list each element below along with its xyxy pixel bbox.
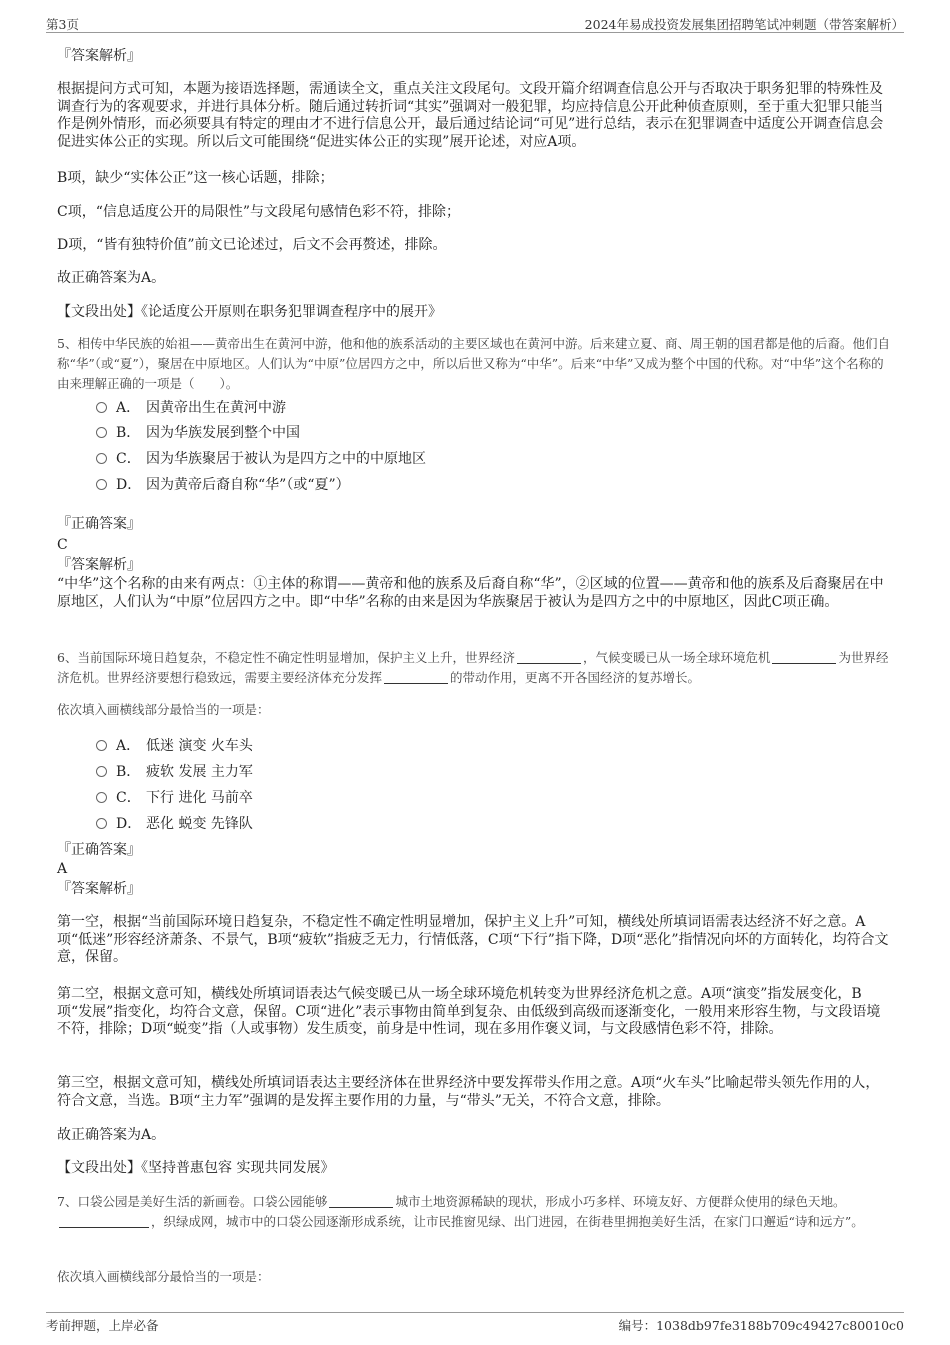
q6-stem: 6、当前国际环境日趋复杂，不稳定性不确定性明显增加，保护主义上升，世界经济 ，气候变暖已从一场全球环境危机 为世界经济危机。世界经济要想行稳致远，需要主要经济体充分发挥 的带动作用，更离不开各国经济的复苏增长。 bbox=[57, 650, 889, 685]
q6-option-d[interactable]: D． 恶化 蜕变 先锋队 bbox=[96, 815, 253, 833]
blank-line-1 bbox=[517, 651, 581, 664]
q5-answer: C bbox=[57, 537, 68, 553]
radio-icon[interactable] bbox=[96, 766, 107, 777]
document-serial: 编号：1038db97fe3188b709c49427c80010c0 bbox=[618, 1318, 904, 1333]
page-header bbox=[46, 14, 904, 33]
q4-analysis-p2: B项，缺少“实体公正”这一核心话题，排除； bbox=[57, 170, 334, 186]
q4-analysis-p1: 根据提问方式可知，本题为接语选择题，需通读全文，重点关注文段尾句。文段开篇介绍调查信息公开与否取决于职务犯罪的特殊性及调查行为的客观要求，并进行具体分析。随后通过转折词“其实”强调对一般犯罪，均应持信息公开此种侦查原则，至于重大犯罪只能当作是例外情形，而必须要具有特定的理由才不进行信息公开，最后通过结论词“可见”进行总结，表示在犯罪调查中适度公开调查信息会促进实体公正的实现。所以后文可能围绕“促进实体公正的实现”展开论述，对应A项。 bbox=[57, 81, 884, 150]
q7-prompt: 依次填入画横线部分最恰当的一项是： bbox=[57, 1269, 270, 1284]
q6-analysis-p1: 第一空，根据“当前国际环境日趋复杂，不稳定性不确定性明显增加，保护主义上升”可知，横线处所填词语需表达经济不好之意。A项“低迷”形容经济萧条、不景气，B项“疲软”指疲乏无力，行情低落，C项“下行”指下降，D项“恶化”指情况向坏的方面转化，均符合文意，保留。 bbox=[57, 914, 889, 965]
q4-analysis-p4: D项，“皆有独特价值”前文已论述过，后文不会再赘述，排除。 bbox=[57, 237, 447, 253]
q5-answer-label: 『正确答案』 bbox=[57, 516, 141, 532]
q4-analysis-label: 『答案解析』 bbox=[57, 48, 141, 64]
radio-icon[interactable] bbox=[96, 479, 107, 490]
q6-answer: A bbox=[57, 861, 68, 877]
q4-conclusion: 故正确答案为A。 bbox=[57, 270, 166, 286]
q6-conclusion: 故正确答案为A。 bbox=[57, 1127, 166, 1143]
radio-icon[interactable] bbox=[96, 402, 107, 413]
q6-analysis-p2: 第二空，根据文意可知，横线处所填词语表达气候变暖已从一场全球环境危机转变为世界经济危机之意。A项“演变”指发展变化，B项“发展”指变化，均符合文意，保留。C项“进化”表示事物由简单到复杂、由低级到高级而逐渐变化，一般用来形容生物，与文段语境不符，排除；D项“蜕变”指（人或事物）发生质变，前身是中性词，现在多用作褒义词，与文段感情色彩不符，排除。 bbox=[57, 986, 881, 1037]
footer-slogan: 考前押题，上岸必备 bbox=[46, 1318, 159, 1333]
q6-option-c[interactable]: C． 下行 进化 马前卒 bbox=[96, 789, 253, 807]
radio-icon[interactable] bbox=[96, 792, 107, 803]
radio-icon[interactable] bbox=[96, 453, 107, 464]
q5-option-a[interactable]: A． 因黄帝出生在黄河中游 bbox=[96, 399, 286, 417]
blank-line-2 bbox=[772, 651, 836, 664]
q6-answer-label: 『正确答案』 bbox=[57, 842, 141, 858]
page-footer bbox=[46, 1312, 904, 1333]
q5-analysis: “中华”这个名称的由来有两点：①主体的称谓——黄帝和他的族系及后裔自称“华”，②区域的位置——黄帝和他的族系及后裔聚居在中原地区，人们认为“中原”位居四方之中。即“中华”名称的由来是因为华族聚居于被认为是四方之中的中原地区，因此C项正确。 bbox=[57, 576, 884, 610]
radio-icon[interactable] bbox=[96, 427, 107, 438]
q6-prompt: 依次填入画横线部分最恰当的一项是： bbox=[57, 702, 270, 717]
q6-source: 【文段出处】《坚持普惠包容 实现共同发展》 bbox=[57, 1160, 335, 1176]
blank-line-1 bbox=[329, 1195, 393, 1208]
blank-line-2 bbox=[59, 1215, 149, 1228]
q6-analysis-p3: 第三空，根据文意可知，横线处所填词语表达主要经济体在世界经济中要发挥带头作用之意。A项“火车头”比喻起带头领先作用的人，符合文意，当选。B项“主力军”强调的是发挥主要作用的力量，与“带头”无关，不符合文意，排除。 bbox=[57, 1075, 880, 1109]
radio-icon[interactable] bbox=[96, 740, 107, 751]
document-title: 2024年易成投资发展集团招聘笔试冲刺题（带答案解析） bbox=[584, 17, 904, 32]
q6-option-a[interactable]: A． 低迷 演变 火车头 bbox=[96, 737, 253, 755]
q5-analysis-label: 『答案解析』 bbox=[57, 557, 141, 573]
q7-stem: 7、口袋公园是美好生活的新画卷。口袋公园能够 城市土地资源稀缺的现状，形成小巧多样、环境友好、方便群众使用的绿色天地。，织绿成网，城市中的口袋公园逐渐形成系统，让市民推窗见绿、出门进园，在街巷里拥抱美好生活，在家门口邂逅“诗和远方”。 bbox=[57, 1194, 864, 1229]
page-number: 第3页 bbox=[46, 17, 79, 32]
blank-line-3 bbox=[384, 671, 448, 684]
q5-option-c[interactable]: C． 因为华族聚居于被认为是四方之中的中原地区 bbox=[96, 450, 426, 468]
q5-stem: 5、相传中华民族的始祖——黄帝出生在黄河中游，他和他的族系活动的主要区域也在黄河中游。后来建立夏、商、周王朝的国君都是他的后裔。他们自称“华”（或“夏”），聚居在中原地区。人们认为“中原”位居四方之中，所以后世又称为“中华”。后来“中华”又成为整个中国的代称。对“中华”这个名称的由来理解正确的一项是（ ）。 bbox=[57, 336, 890, 391]
q4-analysis-p3: C项，“信息适度公开的局限性”与文段尾句感情色彩不符，排除； bbox=[57, 204, 461, 220]
q5-option-b[interactable]: B． 因为华族发展到整个中国 bbox=[96, 424, 300, 442]
q5-option-d[interactable]: D． 因为黄帝后裔自称“华”（或“夏”） bbox=[96, 476, 350, 494]
q6-analysis-label: 『答案解析』 bbox=[57, 881, 141, 897]
q6-option-b[interactable]: B． 疲软 发展 主力军 bbox=[96, 763, 253, 781]
radio-icon[interactable] bbox=[96, 818, 107, 829]
q4-source: 【文段出处】《论适度公开原则在职务犯罪调查程序中的展开》 bbox=[57, 304, 442, 320]
